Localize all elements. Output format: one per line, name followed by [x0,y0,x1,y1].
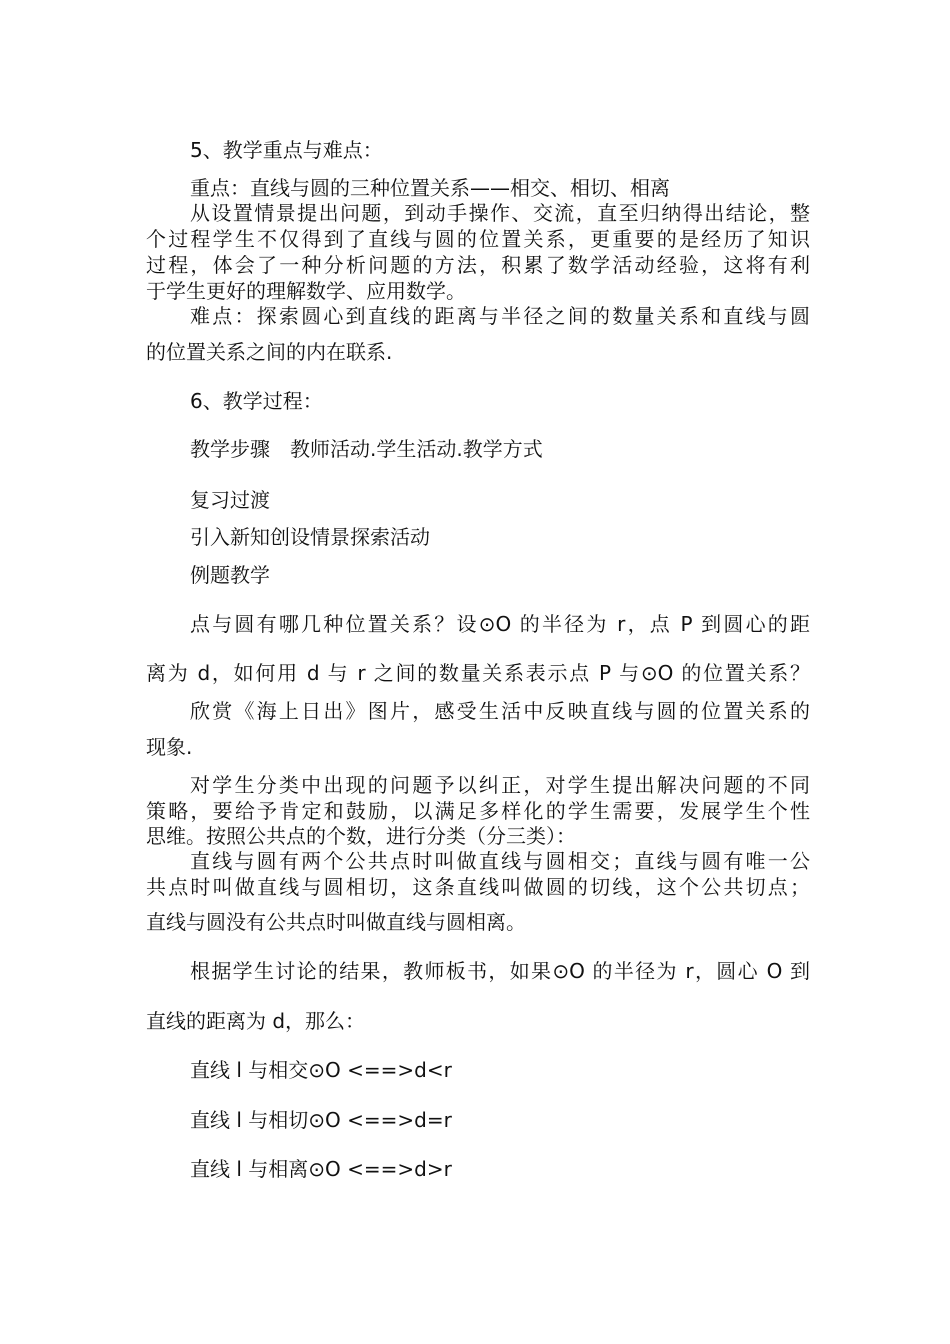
paragraph-line: 现象. [146,735,193,759]
paragraph-line: 的位置关系之间的内在联系. [146,340,393,364]
paragraph-line: 共点时叫做直线与圆相切，这条直线叫做圆的切线，这个公共切点； [146,875,810,899]
relation-intersect: 直线 l 与相交⊙O <==>d<r [190,1058,452,1082]
difficult-point-line: 难点：探索圆心到直线的距离与半径之间的数量关系和直线与圆 [190,304,810,328]
relation-separate: 直线 l 与相离⊙O <==>d>r [190,1157,452,1181]
paragraph-line: 思维。按照公共点的个数，进行分类（分三类）： [146,824,576,848]
paragraph-line: 直线的距离为 d，那么： [146,1009,366,1033]
table-header-line: 教学步骤 教师活动.学生活动.教学方式 [190,437,543,461]
step-examples: 例题教学 [190,563,270,587]
paragraph-line: 从设置情景提出问题，到动手操作、交流，直至归纳得出结论，整 [190,201,810,225]
paragraph-line: 欣赏《海上日出》图片，感受生活中反映直线与圆的位置关系的 [190,699,810,723]
key-point-line: 重点：直线与圆的三种位置关系——相交、相切、相离 [190,176,670,200]
paragraph-line: 过程，体会了一种分析问题的方法，积累了数学活动经验，这将有利 [146,253,810,277]
section-heading-key-points: 5、教学重点与难点： [190,138,383,162]
section-heading-process: 6、教学过程： [190,389,323,413]
step-introduce: 引入新知创设情景探索活动 [190,525,430,549]
paragraph-line: 策略，要给予肯定和鼓励，以满足多样化的学生需要，发展学生个性 [146,799,810,823]
paragraph-line: 个过程学生不仅得到了直线与圆的位置关系，更重要的是经历了知识 [146,227,810,251]
paragraph-line: 对学生分类中出现的问题予以纠正，对学生提出解决问题的不同 [190,773,810,797]
paragraph-line: 于学生更好的理解数学、应用数学。 [146,279,466,303]
paragraph-line: 根据学生讨论的结果，教师板书，如果⊙O 的半径为 r，圆心 O 到 [190,959,810,983]
paragraph-line: 离为 d，如何用 d 与 r 之间的数量关系表示点 P 与⊙O 的位置关系？ [146,661,810,685]
relation-tangent: 直线 l 与相切⊙O <==>d=r [190,1108,452,1132]
paragraph-line: 直线与圆没有公共点时叫做直线与圆相离。 [146,910,526,934]
paragraph-line: 点与圆有哪几种位置关系？设⊙O 的半径为 r，点 P 到圆心的距 [190,612,810,636]
paragraph-line: 直线与圆有两个公共点时叫做直线与圆相交；直线与圆有唯一公 [190,849,810,873]
step-review: 复习过渡 [190,488,270,512]
